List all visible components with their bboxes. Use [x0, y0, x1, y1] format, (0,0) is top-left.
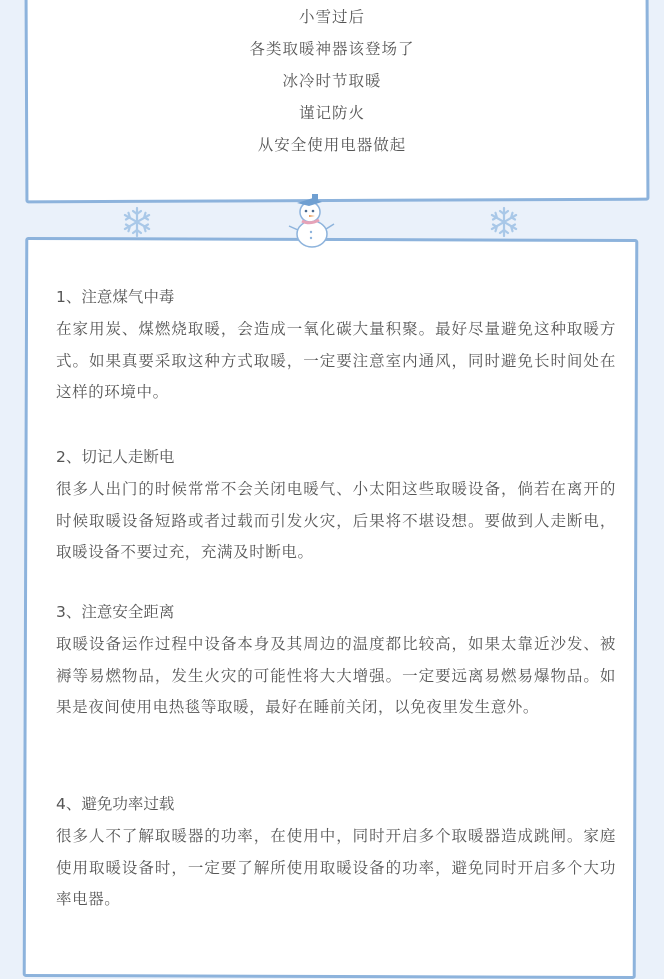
intro-line-4: 谨记防火: [298, 104, 365, 122]
intro-line-5: 从安全使用电器做起: [257, 136, 407, 154]
intro-line-1: 小雪过后: [298, 8, 365, 26]
intro-line-3: 冰冷时节取暖: [282, 72, 382, 90]
section-title: 2、切记人走断电: [56, 448, 175, 466]
snowflake-icon: [120, 205, 154, 239]
section-2: [56, 447, 616, 569]
section-body: 很多人不了解取暖器的功率，在使用中，同时开启多个取暖器造成跳闸。家庭使用取暖设备时，一定要了解所使用取暖设备的功率，避免同时开启多个大功率电器。: [56, 827, 616, 908]
section-title: 4、避免功率过载: [56, 795, 175, 813]
section-body: 在家用炭、煤燃烧取暖，会造成一氧化碳大量积聚。最好尽量避免这种取暖方式。如果真要采取这种方式取暖，一定要注意室内通风，同时避免长时间处在这样的环境中。: [56, 320, 616, 401]
section-title: 3、注意安全距离: [56, 603, 175, 621]
snowflake-icon: [487, 205, 521, 239]
section-body: 取暖设备运作过程中设备本身及其周边的温度都比较高，如果太靠近沙发、被褥等易燃物品，发生火灾的可能性将大大增强。一定要远离易燃易爆物品。如果是夜间使用电热毯等取暖，最好在睡前关闭，以免夜里发生意外。: [56, 635, 616, 716]
snowman-icon: [281, 190, 341, 250]
section-1: [56, 287, 616, 409]
section-4: [56, 794, 616, 916]
intro-line-2: 各类取暖神器该登场了: [249, 40, 415, 58]
section-body: 很多人出门的时候常常不会关闭电暖气、小太阳这些取暖设备，倘若在离开的时候取暖设备短路或者过载而引发火灾，后果将不堪设想。要做到人走断电，取暖设备不要过充，充满及时断电。: [56, 480, 616, 561]
intro-card: [25, 0, 650, 203]
section-title: 1、注意煤气中毒: [56, 288, 175, 306]
section-3: [56, 602, 616, 724]
